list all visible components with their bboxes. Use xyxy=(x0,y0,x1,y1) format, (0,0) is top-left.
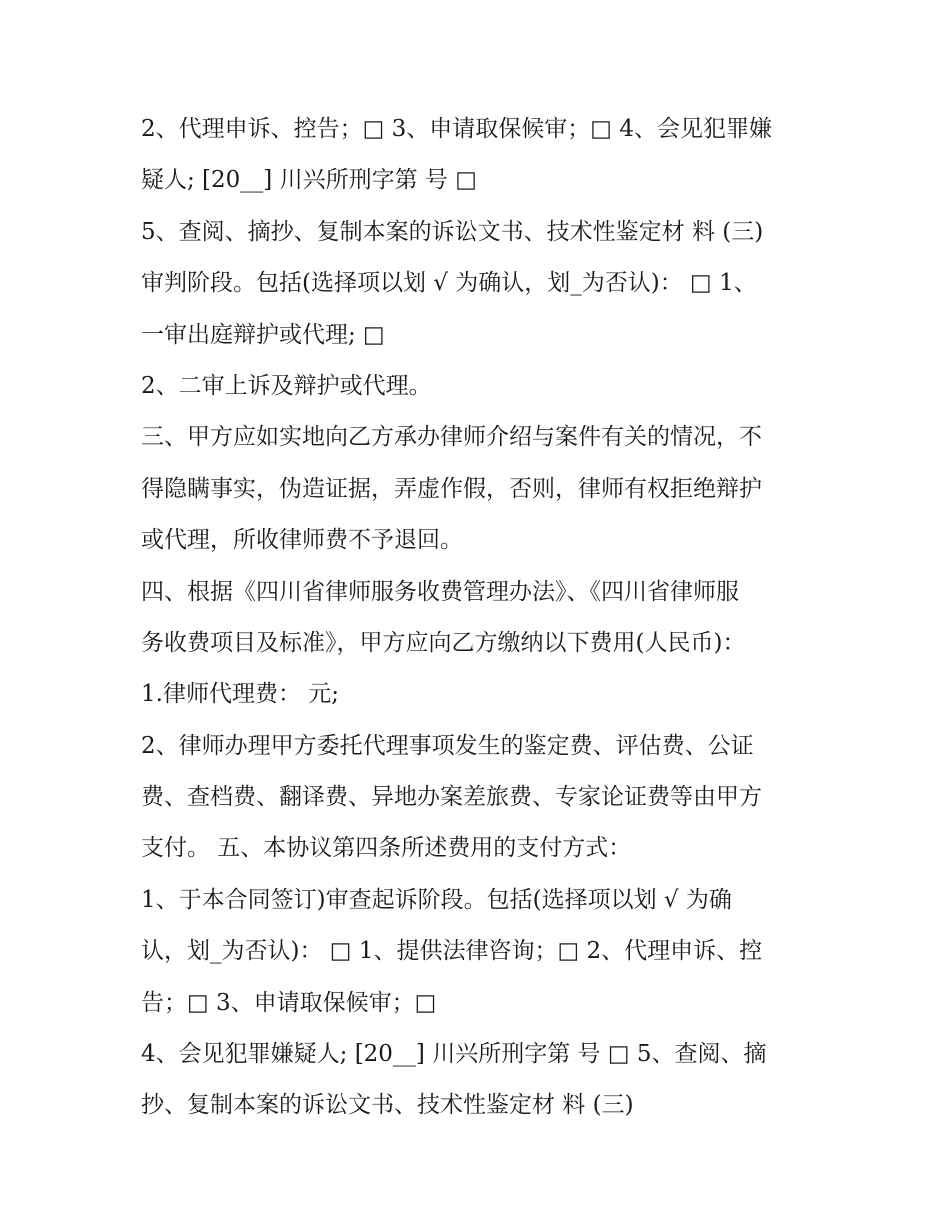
text-line: 支付。 五、本协议第四条所述费用的支付方式： xyxy=(141,835,632,862)
text-line: 认，划_为否认)： □ 1、提供法律咨询；□ 2、代理申诉、控 xyxy=(141,938,763,965)
text-line: 疑人; [20__] 川兴所刑字第 号 □ xyxy=(141,167,477,194)
text-line: 四、根据《四川省律师服务收费管理办法》、《四川省律师服 xyxy=(141,578,739,605)
text-line: 2、代理申诉、控告；□ 3、申请取保候审；□ 4、会见犯罪嫌 xyxy=(141,116,772,142)
text-line: 一审出庭辩护或代理; □ xyxy=(141,321,385,348)
text-line: 务收费项目及标准》，甲方应向乙方缴纳以下费用(人民币)： xyxy=(141,629,746,656)
text-line: 费、查档费、翻译费、异地办案差旅费、专家论证费等由甲方 xyxy=(141,784,762,811)
text-line: 得隐瞒事实，伪造证据，弄虚作假，否则，律师有权拒绝辩护 xyxy=(141,475,762,502)
text-line: 1、于本合同签订)审查起诉阶段。包括(选择项以划 √ 为确 xyxy=(141,886,732,913)
text-line: 审判阶段。包括(选择项以划 √ 为确认，划_为否认)： □ 1、 xyxy=(141,270,757,297)
text-line: 2、律师办理甲方委托代理事项发生的鉴定费、评估费、公证 xyxy=(141,732,754,759)
text-line: 三、甲方应如实地向乙方承办律师介绍与案件有关的情况，不 xyxy=(141,424,762,451)
text-line: 抄、复制本案的诉讼文书、技术性鉴定材 料 (三) xyxy=(141,1092,634,1119)
text-line: 2、二审上诉及辩护或代理。 xyxy=(141,372,432,399)
text-line: 4、会见犯罪嫌疑人; [20__] 川兴所刑字第 号 □ 5、查阅、摘 xyxy=(141,1041,767,1068)
text-line: 告；□ 3、申请取保候审；□ xyxy=(141,989,437,1016)
document-body xyxy=(141,104,821,1132)
text-line: 或代理，所收律师费不予退回。 xyxy=(141,527,463,554)
text-line: 1.律师代理费： 元; xyxy=(141,681,340,708)
text-line: 5、查阅、摘抄、复制本案的诉讼文书、技术性鉴定材 料 (三) xyxy=(141,218,764,245)
